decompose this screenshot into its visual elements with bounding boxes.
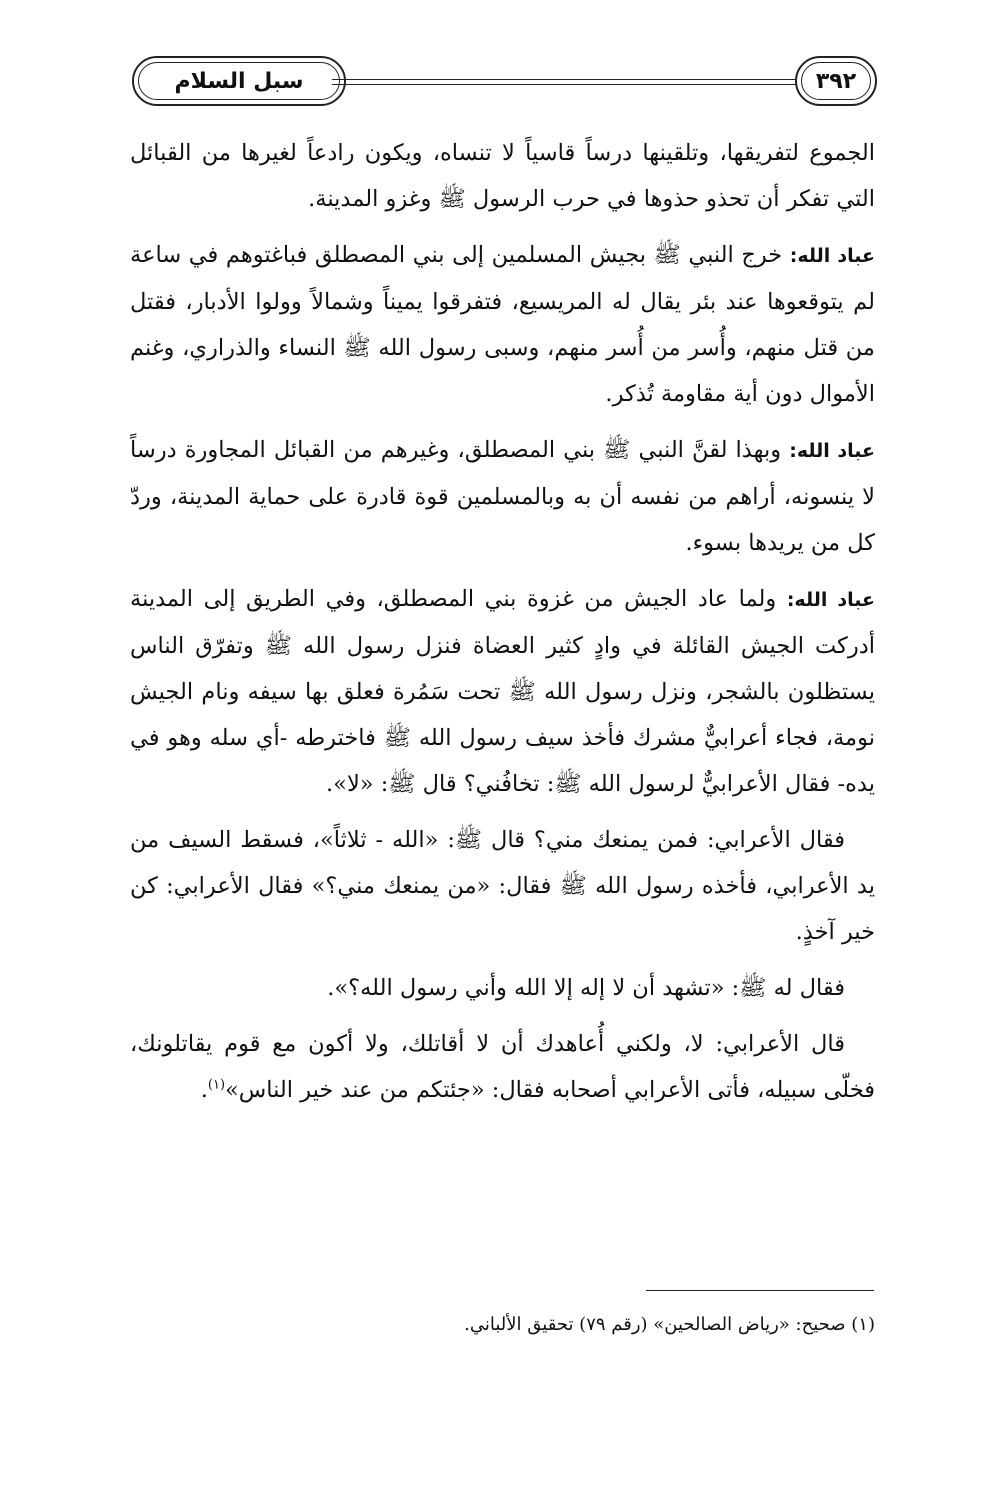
footnote-divider [646, 1290, 874, 1291]
paragraph-text: فقال له ﷺ: «تشهد أن لا إله إلا الله وأني رسول الله؟». [327, 975, 845, 1001]
paragraph-lead: عباد الله: [789, 440, 875, 462]
paragraph-1 [130, 130, 875, 222]
paragraph-text: خرج النبي ﷺ بجيش المسلمين إلى بني المصطلق فباغتوهم في ساعة لم يتوقعوها عند بئر يقال له المريسيع، فتفرقوا يميناً وشمالاً وولوا الأدبار، فقتل من قتل منهم، وأُسر من أُسر منهم، وسبى رسول الله ﷺ النساء والذراري، وغنم الأموال دون أية مقاومة تُذكر. [130, 242, 875, 407]
footnote-reference[interactable]: (١) [207, 1077, 226, 1093]
paragraph-lead: عباد الله: [789, 245, 875, 267]
paragraph-lead: عباد الله: [786, 589, 875, 611]
paragraph-text: فقال الأعرابي: فمن يمنعك مني؟ قال ﷺ: «الله - ثلاثاً»، فسقط السيف من يد الأعرابي، فأخذه رسول الله ﷺ فقال: «من يمنعك مني؟» فقال الأعرابي: كن خير آخذٍ. [130, 827, 875, 945]
paragraph-text: الجموع لتفريقها، وتلقينها درساً قاسياً لا تنساه، ويكون رادعاً لغيرها من القبائل التي تفكر أن تحذو حذوها في حرب الرسول ﷺ وغزو المدينة. [130, 140, 875, 212]
paragraph-3 [130, 427, 875, 566]
page-header [132, 50, 877, 112]
header-rule-lower [332, 84, 799, 85]
paragraph-5 [130, 817, 875, 955]
book-title: سبل السلام [174, 68, 304, 94]
page-number-frame [795, 56, 877, 106]
body-text [130, 130, 875, 1123]
paragraph-text: قال الأعرابي: لا، ولكني أُعاهدك أن لا أقاتلك، ولا أكون مع قوم يقاتلونك، فخلّى سبيله، فأتى الأعرابي أصحابه فقال: «جئتكم من عند خير الناس» [130, 1031, 875, 1103]
title-frame [132, 56, 346, 106]
paragraph-tail: . [200, 1077, 208, 1103]
page-number: ٣٩٢ [815, 68, 857, 94]
paragraph-2 [130, 232, 875, 417]
paragraph-text: ولما عاد الجيش من غزوة بني المصطلق، وفي الطريق إلى المدينة أدركت الجيش القائلة في وادٍ كثير العضاة فنزل رسول الله ﷺ وتفرّق الناس يستظلون بالشجر، ونزل رسول الله ﷺ تحت سَمُرة فعلق بها سيفه ونام الجيش نومة، فجاء أعرابيٌّ مشرك فأخذ سيف رسول الله ﷺ فاخترطه -أي سله وهو في يده- فقال الأعرابيٌّ لرسول الله ﷺ: تخافُني؟ قال ﷺ: «لا». [130, 586, 875, 797]
paragraph-4 [130, 576, 875, 807]
footnote: (١) صحيح: «رياض الصالحين» (رقم ٧٩) تحقيق الألباني. [464, 1314, 875, 1335]
paragraph-text: وبهذا لقنَّ النبي ﷺ بني المصطلق، وغيرهم من القبائل المجاورة درساً لا ينسونه، أراهم من نفسه أن به وبالمسلمين قوة قادرة على حماية المدينة، وردّ كل من يريدها بسوء. [130, 437, 875, 556]
paragraph-6 [130, 965, 875, 1011]
header-rule [332, 79, 799, 80]
paragraph-7 [130, 1021, 875, 1113]
